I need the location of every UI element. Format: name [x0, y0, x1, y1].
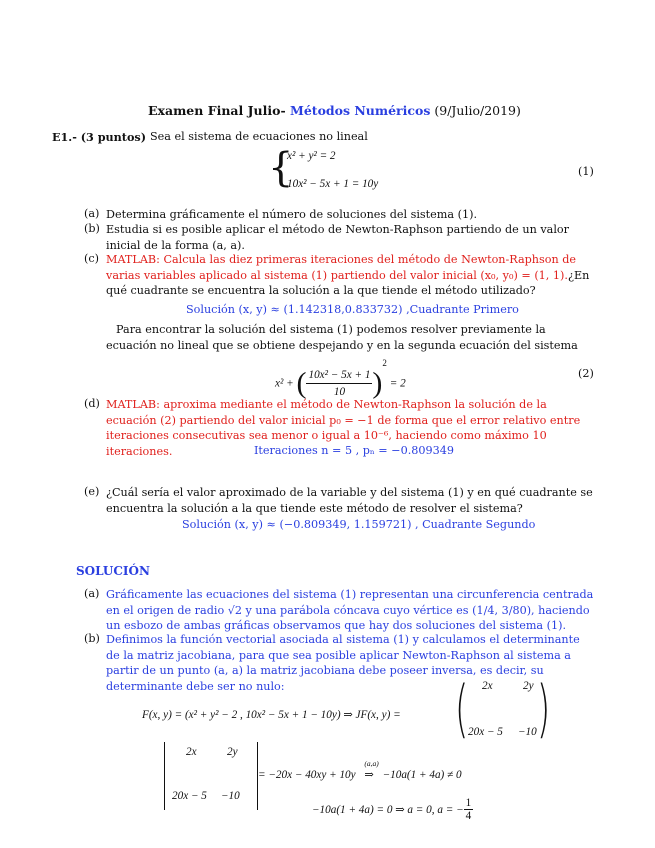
title-date: (9/Julio/2019) — [430, 103, 521, 118]
matrix-cell-11: 2x — [482, 680, 493, 692]
jacobian-definition: F(x, y) = (x² + y² − 2 , 10x² − 5x + 1 − 10y) ⇒ JF(x, y) = — [142, 709, 401, 721]
det-expansion: = −20x − 40xy + 10y — [258, 769, 356, 781]
item-b-label: (b) — [84, 222, 100, 235]
title-prefix: Examen Final Julio- — [148, 103, 290, 118]
det-cell-22: −10 — [221, 790, 240, 802]
eq-number-1: (1) — [578, 165, 594, 178]
item-e-text: ¿Cuál sería el valor aproximado de la variable y del sistema (1) y en qué cuadrante se encuentra la solución a la que tiende este método de resolver el sistema? — [106, 486, 593, 515]
det-cell-21: 20x − 5 — [172, 790, 207, 802]
item-b-text: Estudia si es posible aplicar el método de Newton-Raphson partiendo de un valor inicial de la forma (a, a). — [106, 223, 569, 252]
page-title — [148, 103, 521, 118]
solution-b-label: (b) — [84, 632, 100, 645]
paragraph-eq2: Para encontrar la solución del sistema (1) podemos resolver previamente la ecuación no lineal que se obtiene despejando y en la segunda ecuación del sistema — [106, 323, 578, 352]
determinant-result — [258, 759, 462, 781]
item-c-question: ¿En qué cuadrante se encuentra la solución a la que tiende el método utilizado? — [106, 268, 590, 297]
solution-heading: SOLUCIÓN — [76, 564, 150, 578]
answer-c: Solución (x, y) ≈ (1.142318,0.833732) ,Cuadrante Primero — [186, 303, 519, 316]
item-a-label: (a) — [84, 207, 100, 220]
solution-a-text: Gráficamente las ecuaciones del sistema (1) representan una circunferencia centrada en el origen de radio √2 y una parábola cóncava cuyo vértice es (1/4, 3/80), haciendo un esbozo de ambas gráficas observamos que hay dos soluciones del sistema (1). — [106, 588, 594, 632]
system-eq-2: 10x² − 5x + 1 = 10y — [287, 178, 379, 190]
item-e-label: (e) — [84, 485, 100, 498]
matrix-cell-21: 20x − 5 — [468, 726, 503, 738]
item-d-text: MATLAB: aproxima mediante el método de Newton-Raphson la solución de la ecuación (2) partiendo del valor inicial p₀ = −1 de forma que el error relativo entre iteraciones consecutivas sea menor o igual a 10⁻⁶, haciendo como máximo 10 iteraciones. — [106, 398, 581, 458]
eq2-fraction — [306, 367, 372, 400]
solution-b-text: Definimos la función vectorial asociada al sistema (1) y calculamos el determinante de la matriz jacobiana, para que sea posible aplicar Newton-Raphson al sistema a partir de un punto (a, a) la matriz jacobiana debe poseer inversa, es decir, su determinante debe ser no nulo: — [106, 633, 580, 693]
item-c-label: (c) — [84, 252, 99, 265]
matrix-cell-22: −10 — [518, 726, 537, 738]
final-equation — [312, 797, 473, 822]
exercise-intro: Sea el sistema de ecuaciones no lineal — [150, 130, 368, 143]
implies-arrow: ⇒ — [364, 769, 374, 781]
system-brace: { — [268, 145, 294, 191]
eq2-left: x² + — [275, 377, 294, 390]
det-cell-11: 2x — [186, 746, 197, 758]
answer-d: Iteraciones n = 5 , pₙ = −0.809349 — [254, 444, 454, 457]
matrix-cell-12: 2y — [523, 680, 534, 692]
final-equation-text: −10a(1 + 4a) = 0 ⇒ a = 0, a = − — [312, 804, 464, 816]
title-course: Métodos Numéricos — [290, 103, 431, 118]
item-a-text: Determina gráficamente el número de soluciones del sistema (1). — [106, 208, 478, 221]
det-arrow-label: (a,a) — [364, 759, 379, 768]
jacobian-matrix: ( ) 2x 2y 20x − 5 −10 — [455, 672, 550, 745]
solution-a-label: (a) — [84, 587, 100, 600]
item-d-label: (d) — [84, 397, 100, 410]
determinant — [164, 742, 258, 812]
det-cell-12: 2y — [227, 746, 238, 758]
item-c-matlab: MATLAB: Calcula las diez primeras iteraciones del método de Newton-Raphson de varias variables aplicado al sistema (1) partiendo del valor inicial (x₀, y₀) = (1, 1). — [106, 253, 577, 282]
eq2-denominator: 10 — [333, 385, 346, 398]
item-c-text — [106, 252, 596, 299]
final-fraction — [464, 797, 474, 822]
equation-2: x² + ( $\frac{\text{10x² − 5x + 1}}{10}$ )$^2$ = 2 — [275, 358, 406, 400]
eq-number-2: (2) — [578, 367, 594, 380]
eq2-right: = 2 — [389, 377, 406, 390]
answer-e: Solución (x, y) ≈ (−0.809349, 1.159721) , Cuadrante Segundo — [182, 518, 536, 531]
eq2-numerator: 10x² − 5x + 1 — [306, 367, 372, 384]
exercise-label: E1.- (3 puntos) — [52, 130, 147, 144]
final-frac-den: 4 — [465, 810, 472, 822]
final-frac-num: 1 — [465, 797, 472, 809]
det-tail: −10a(1 + 4a) ≠ 0 — [382, 769, 462, 781]
system-eq-1: x² + y² = 2 — [287, 150, 336, 162]
